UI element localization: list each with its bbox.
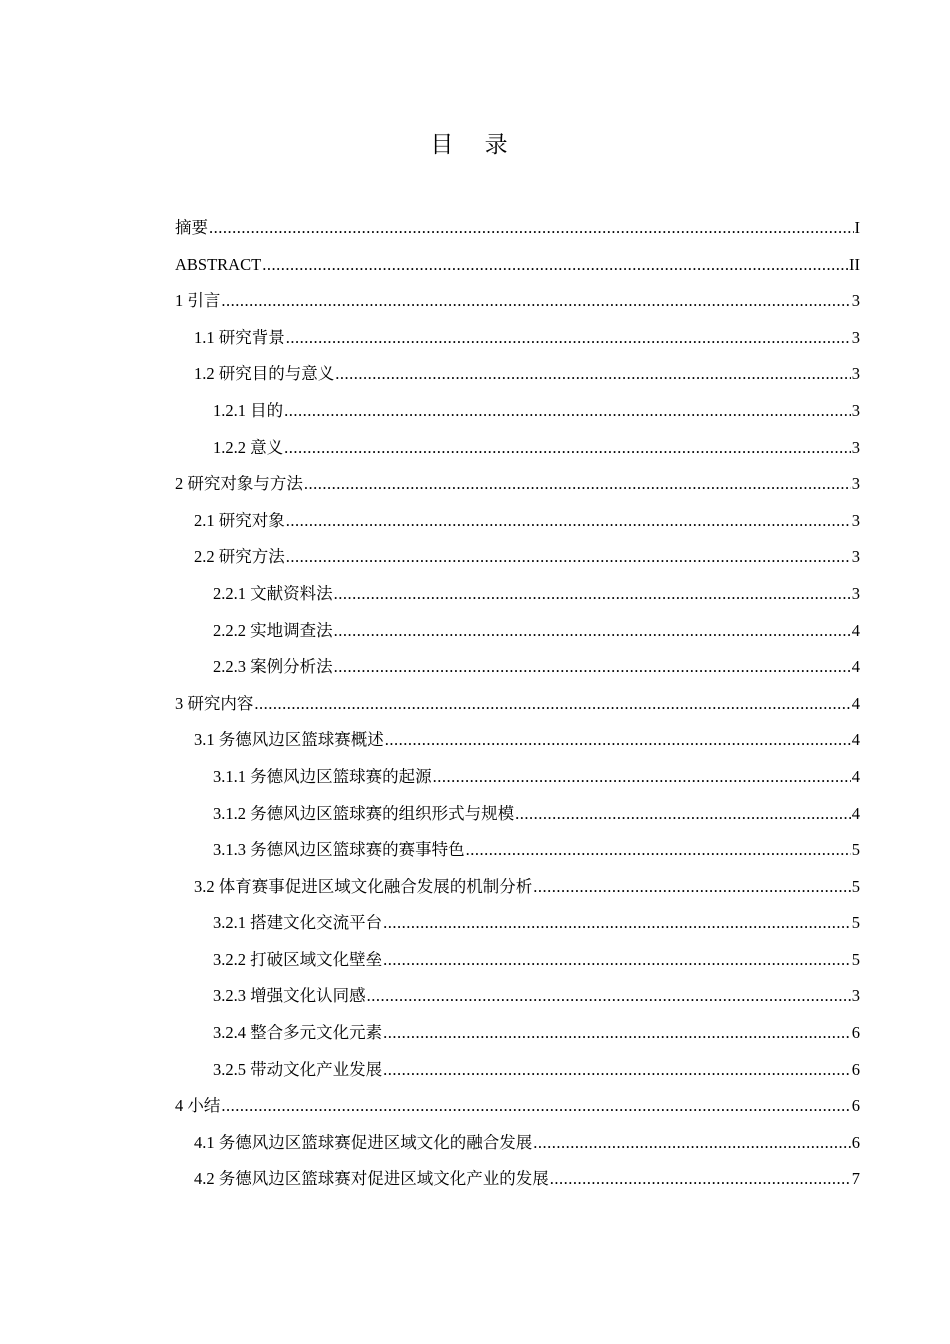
- toc-entry[interactable]: [175, 759, 860, 796]
- toc-entry-page-number: 3: [851, 547, 860, 567]
- toc-dot-leader: [209, 210, 854, 247]
- toc-entry[interactable]: [175, 247, 860, 284]
- toc-entry[interactable]: [175, 832, 860, 869]
- toc-list: [175, 210, 860, 1198]
- toc-entry-label: 1.2.1 目的: [213, 400, 284, 420]
- toc-entry-page-number: 3: [851, 291, 860, 311]
- toc-entry[interactable]: [175, 1088, 860, 1125]
- toc-dot-leader: [304, 466, 851, 503]
- toc-entry[interactable]: [175, 393, 860, 430]
- toc-entry-label: 3.1.3 务德风边区篮球赛的赛事特色: [213, 840, 465, 860]
- toc-entry-label: 3.1 务德风边区篮球赛概述: [194, 730, 384, 750]
- toc-entry-label: 4 小结: [175, 1096, 221, 1116]
- toc-entry-page-number: 3: [851, 327, 860, 347]
- toc-entry-page-number: 5: [851, 913, 860, 933]
- toc-entry[interactable]: [175, 320, 860, 357]
- toc-dot-leader: [533, 1125, 851, 1162]
- toc-dot-leader: [515, 796, 851, 833]
- toc-dot-leader: [221, 1088, 850, 1125]
- toc-entry[interactable]: [175, 539, 860, 576]
- toc-dot-leader: [286, 503, 851, 540]
- toc-entry[interactable]: [175, 1161, 860, 1198]
- toc-entry-label: 3 研究内容: [175, 693, 254, 713]
- toc-entry-page-number: 3: [851, 364, 860, 384]
- toc-dot-leader: [385, 722, 851, 759]
- toc-entry-page-number: 4: [851, 693, 860, 713]
- toc-dot-leader: [367, 978, 851, 1015]
- toc-entry[interactable]: [175, 796, 860, 833]
- toc-entry-page-number: 6: [851, 1023, 860, 1043]
- toc-entry-page-number: 3: [851, 437, 860, 457]
- toc-entry-label: 2.2.3 案例分析法: [213, 657, 333, 677]
- toc-entry[interactable]: [175, 576, 860, 613]
- toc-entry-page-number: 4: [851, 657, 860, 677]
- toc-entry-label: 3.1.2 务德风边区篮球赛的组织形式与规模: [213, 803, 515, 823]
- toc-entry-label: 2.2.1 文献资料法: [213, 583, 333, 603]
- toc-dot-leader: [533, 869, 851, 906]
- toc-title: 目 录: [430, 132, 520, 158]
- toc-dot-leader: [334, 613, 851, 650]
- toc-entry-label: 1.1 研究背景: [194, 327, 285, 347]
- toc-entry[interactable]: [175, 210, 860, 247]
- toc-dot-leader: [262, 247, 848, 284]
- toc-entry[interactable]: [175, 1052, 860, 1089]
- toc-entry-label: 1.2 研究目的与意义: [194, 364, 335, 384]
- toc-dot-leader: [466, 832, 851, 869]
- toc-dot-leader: [383, 1052, 851, 1089]
- toc-entry[interactable]: [175, 686, 860, 723]
- toc-entry-label: 3.2.1 搭建文化交流平台: [213, 913, 383, 933]
- toc-entry-label: 1.2.2 意义: [213, 437, 284, 457]
- toc-entry-page-number: 3: [851, 510, 860, 530]
- toc-dot-leader: [254, 686, 850, 723]
- toc-entry-label: 4.1 务德风边区篮球赛促进区域文化的融合发展: [194, 1132, 533, 1152]
- toc-entry[interactable]: [175, 283, 860, 320]
- toc-entry[interactable]: [175, 503, 860, 540]
- toc-dot-leader: [550, 1161, 851, 1198]
- toc-entry-label: 3.1.1 务德风边区篮球赛的起源: [213, 766, 432, 786]
- toc-dot-leader: [286, 539, 851, 576]
- toc-dot-leader: [383, 905, 851, 942]
- toc-entry-label: 2 研究对象与方法: [175, 474, 303, 494]
- toc-entry-page-number: 5: [851, 949, 860, 969]
- toc-entry[interactable]: [175, 613, 860, 650]
- toc-entry-page-number: 3: [851, 986, 860, 1006]
- toc-entry[interactable]: [175, 978, 860, 1015]
- toc-entry-label: 3.2 体育赛事促进区域文化融合发展的机制分析: [194, 876, 533, 896]
- toc-entry[interactable]: [175, 722, 860, 759]
- toc-entry-page-number: 6: [851, 1096, 860, 1116]
- toc-entry-page-number: 4: [851, 766, 860, 786]
- toc-dot-leader: [383, 942, 851, 979]
- toc-entry[interactable]: [175, 942, 860, 979]
- toc-entry-page-number: 4: [851, 803, 860, 823]
- toc-entry-page-number: II: [849, 254, 860, 274]
- toc-entry[interactable]: [175, 356, 860, 393]
- toc-entry-page-number: 6: [851, 1132, 860, 1152]
- toc-entry[interactable]: [175, 649, 860, 686]
- toc-entry[interactable]: [175, 466, 860, 503]
- toc-entry-page-number: 5: [851, 840, 860, 860]
- toc-entry-label: 1 引言: [175, 291, 221, 311]
- toc-entry[interactable]: [175, 1125, 860, 1162]
- toc-entry-label: 3.2.3 增强文化认同感: [213, 986, 366, 1006]
- toc-entry-page-number: 5: [851, 876, 860, 896]
- toc-entry-label: 摘要: [175, 218, 208, 237]
- toc-dot-leader: [221, 283, 850, 320]
- toc-entry-page-number: 6: [851, 1059, 860, 1079]
- toc-entry-page-number: 4: [851, 730, 860, 750]
- toc-dot-leader: [433, 759, 851, 796]
- toc-dot-leader: [284, 393, 851, 430]
- toc-entry-label: 3.2.2 打破区域文化壁垒: [213, 949, 383, 969]
- toc-dot-leader: [286, 320, 851, 357]
- toc-dot-leader: [284, 430, 851, 467]
- toc-entry[interactable]: [175, 1015, 860, 1052]
- toc-entry-label: ABSTRACT: [175, 254, 262, 274]
- toc-entry-label: 2.2.2 实地调查法: [213, 620, 333, 640]
- toc-dot-leader: [334, 576, 851, 613]
- toc-dot-leader: [335, 356, 851, 393]
- toc-entry-label: 3.2.4 整合多元文化元素: [213, 1023, 383, 1043]
- toc-entry-label: 4.2 务德风边区篮球赛对促进区域文化产业的发展: [194, 1169, 549, 1189]
- toc-entry-page-number: 3: [851, 474, 860, 494]
- toc-entry-label: 2.2 研究方法: [194, 547, 285, 567]
- toc-entry-page-number: 7: [851, 1169, 860, 1189]
- toc-dot-leader: [383, 1015, 851, 1052]
- toc-entry-page-number: 3: [851, 400, 860, 420]
- toc-entry-page-number: I: [854, 218, 860, 237]
- toc-entry-label: 2.1 研究对象: [194, 510, 285, 530]
- toc-entry-page-number: 4: [851, 620, 860, 640]
- toc-entry[interactable]: [175, 869, 860, 906]
- toc-entry-label: 3.2.5 带动文化产业发展: [213, 1059, 383, 1079]
- toc-dot-leader: [334, 649, 851, 686]
- toc-entry[interactable]: [175, 430, 860, 467]
- toc-entry-page-number: 3: [851, 583, 860, 603]
- toc-entry[interactable]: [175, 905, 860, 942]
